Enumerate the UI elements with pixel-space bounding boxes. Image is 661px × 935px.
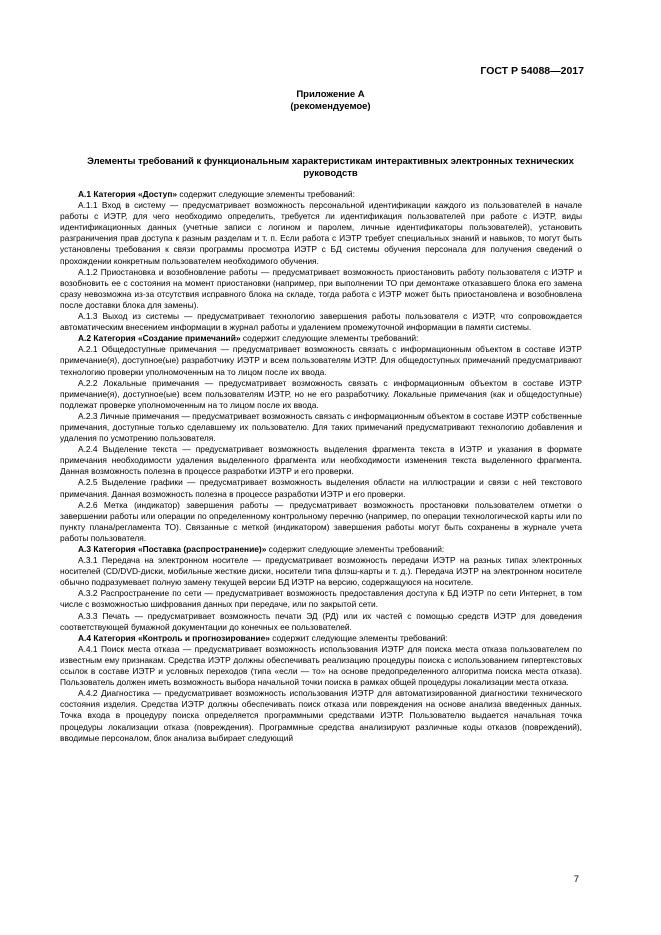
paragraph-text: А.4.2 Диагностика — предусматривает возможность использования ИЭТР для автоматизированной диагностики технического состояния изделия. Средства ИЭТР должны обеспечивать поиск отказа или повреждения на основе анализа введенных данных. Точка входа в процедуру поиска определяется программными средствами ИЭТР. Пользователю выдается начальная точка процедуры локализации отказа (повреждения). Программные средства анализируют различные коды отказов (повреждений), вводимые персоналом, блок анализа выбирает следующий [60,688,582,743]
paragraph [60,344,582,377]
paragraph-text: А.2.2 Локальные примечания — предусматривает возможность связать с информационным объектом в составе ИЭТР примечание(я), доступное(ые) всем пользователям ИЭТР, но не его разработчику. Локальные примечания (как и общедоступные) подлежат проверке уполномоченным на то лицом после их ввода. [60,377,582,410]
paragraph [60,500,582,544]
category-heading: А.3 Категория «Поставка (распространение)» [78,544,267,554]
paragraph-text: содержит следующие элементы требований: [177,189,355,199]
paragraph [60,200,582,267]
paragraph [60,378,582,411]
paragraph-text: А.1.2 Приостановка и возобновление работы — предусматривает возможность приостановить работу пользователя с ИЭТР и возобновить ее с состояния на момент приостановки (например, при выполнении ТО при демонтаже отказавшего блока его замена сразу невозможна из-за отсутствия исправного блока на складе, тогда работа с ИЭТР может быть приостановлена и возобновлена после доставки блока для замены). [60,266,582,310]
paragraph-text: А.2.4 Выделение текста — предусматривает возможность выделения фрагмента текста в ИЭТР и указания в формате примечания необходимости удаления выделенного фрагмента или необходимости изменения текста выделенного фрагмента. Данная возможность полезна в процессе разработки ИЭТР и его проверки. [60,444,582,477]
category-heading: А.2 Категория «Создание примечаний» [78,333,241,344]
paragraph [60,333,582,344]
paragraph [60,544,582,555]
paragraph [60,267,582,311]
paragraph-text: содержит следующие элементы требований: [266,544,445,554]
paragraph-text: А.3.1 Передача на электронном носителе — предусматривает возможность передачи ИЭТР на разных типах электронных носителей (CD/DVD-диски, мобильные жесткие диски, носители типа флэш-карты и т. д.). Передача ИЭТР на электронном носителе обычно подразумевает полную замену текущей версии БД ИЭТР на версию, содержащуюся на носителе. [60,555,582,588]
paragraph-text: А.2.3 Личные примечания — предусматривает возможность связать с информационным объектом в составе ИЭТР собственные примечания, доступные только сделавшему их пользователю. Для таких примечаний предусматривают технологию добавления и удаления по усмотрению пользователя. [60,410,582,444]
appendix-title: Приложение А [296,89,365,100]
paragraph [60,189,582,200]
paragraph [60,588,582,610]
paragraph-text: А.2.6 Метка (индикатор) завершения работы — предусматривает возможность простановки пользователем отметки о завершении работы или операции по определенному контрольному перечню (например, по операции технологической карты или по пункту плана/регламента ТО). Связанные с меткой (индикатором) завершения работы могут быть сохранены в журнале учета работы пользователя. [60,499,582,543]
document-title: Элементы требований к функциональным характеристикам интерактивных электронных технических руководств [87,156,574,179]
paragraph [60,411,582,444]
document-body [60,189,582,744]
paragraph [60,444,582,477]
paragraph-text: А.3.2 Распространение по сети — предусматривает возможность предоставления доступа к БД ИЭТР по сети Интернет, в том числе с возможностью шифрования данных при передаче, или по закрытой сети. [60,588,582,610]
paragraph-text: А.1.3 Выход из системы — предусматривает технологию завершения работы пользователя с ИЭТР, что сопровождается автоматическим внесением информации в журнал работы и удалением промежуточной информации в памяти системы. [60,311,582,333]
page-number: 7 [573,874,579,885]
paragraph [60,311,582,333]
paragraph-text: А.1.1 Вход в систему — предусматривает возможность персональной идентификации каждого из пользователей в начале работы с ИЭТР, для чего необходимо определить, требуется ли идентификация пользователей при работе с ИЭТР, виды идентификационных данных (учетные записи с логином и паролем, личные идентификаторы пользователей), установить разграничения прав доступа к разным разделам и т. п. Если работа с ИЭТР требует специальных знаний и навыков, то могут быть установлены требования к связи программы просмотра ИЭТР с БД системы обучения персонала для получения сведений о прохождении конкретным пользователем необходимого обучения. [60,200,582,266]
paragraph [60,611,582,633]
category-heading: А.1 Категория «Доступ» [78,189,178,199]
paragraph-text: содержит следующие элементы требований: [240,333,419,344]
paragraph [60,644,582,688]
paragraph [60,555,582,588]
paragraph [60,477,582,499]
paragraph-text: А.3.3 Печать — предусматривает возможность печати ЭД (РД) или их частей с помощью средств ИЭТР для доведения соответствующей бумажной документации до конечных ее пользователей. [60,610,582,632]
paragraph-text: А.2.1 Общедоступные примечания — предусматривает возможность связать с информационным объектом в составе ИЭТР примечание(я), доступное(ые) разработчику ИЭТР и всем пользователям ИЭТР. Для общедоступных примечаний предусматривают технологию проверки уполномоченным на то лицом после их ввода. [60,344,582,377]
paragraph [60,633,582,644]
paragraph-text: А.2.5 Выделение графики — предусматривает возможность выделения области на иллюстрации и связи с ней текстового примечания. Данная возможность полезна в процессе разработки ИЭТР и его проверки. [60,477,582,499]
paragraph [60,688,582,743]
paragraph-text: А.4.1 Поиск места отказа — предусматривает возможность использования ИЭТР для поиска места отказа пользователем по известным ему признакам. Средства ИЭТР должны обеспечивать реализацию процедуры поиска с использованием гипертекстовых ссылок в составе ИЭТР и условных переходов (типа «если — то» на основе предопределенного алгоритма поиска места отказа). Пользователь должен иметь возможность выбора начальной точки поиска в рамках общей процедуры локализации места отказа. [60,643,582,688]
appendix-note: (рекомендуемое) [290,101,371,112]
category-heading: А.4 Категория «Контроль и прогнозирование» [78,632,270,643]
paragraph-text: содержит следующие элементы требований: [269,632,448,643]
standard-number: ГОСТ Р 54088—2017 [480,65,584,77]
appendix-heading [0,89,661,113]
